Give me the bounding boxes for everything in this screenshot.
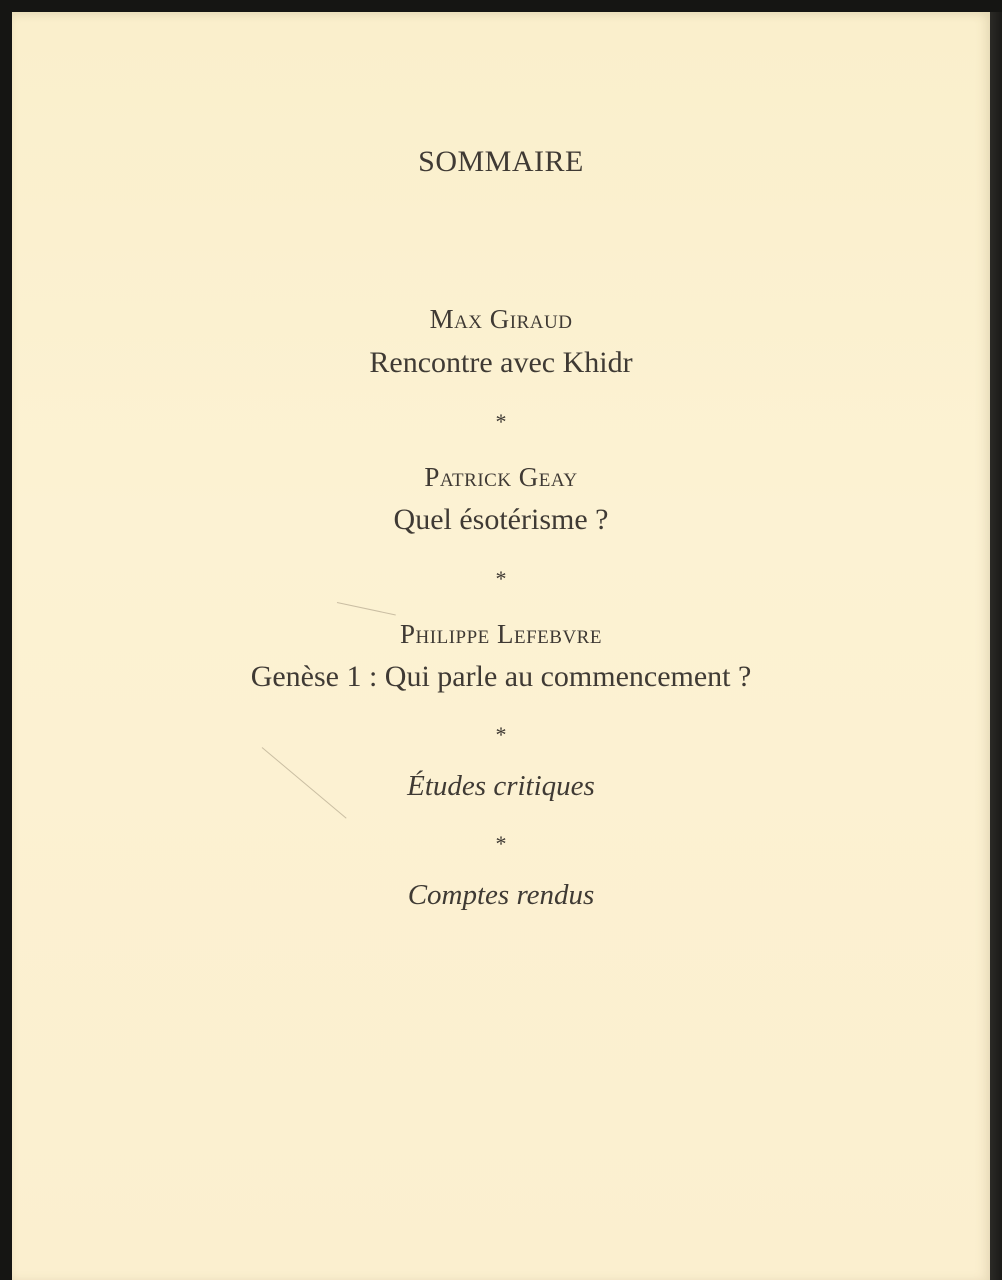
section-heading: Comptes rendus <box>407 879 595 911</box>
separator-asterisk: * <box>495 409 507 434</box>
page-title: SOMMAIRE <box>418 145 584 178</box>
entry-author: Max Giraud <box>429 304 573 334</box>
table-of-contents-page <box>12 12 990 1280</box>
entry-title: Genèse 1 : Qui parle au commencement ? <box>250 660 752 693</box>
separator-asterisk: * <box>495 566 507 591</box>
entry-author: Philippe Lefebvre <box>400 619 602 649</box>
paper-crease <box>337 602 396 615</box>
entry-title: Rencontre avec Khidr <box>369 346 633 379</box>
page-edge-shadow <box>990 12 1002 1280</box>
separator-asterisk: * <box>495 722 507 747</box>
separator-asterisk: * <box>495 831 507 856</box>
section-heading: Études critiques <box>407 770 595 802</box>
entry-title: Quel ésotérisme ? <box>393 503 609 536</box>
entry-author: Patrick Geay <box>424 462 578 492</box>
